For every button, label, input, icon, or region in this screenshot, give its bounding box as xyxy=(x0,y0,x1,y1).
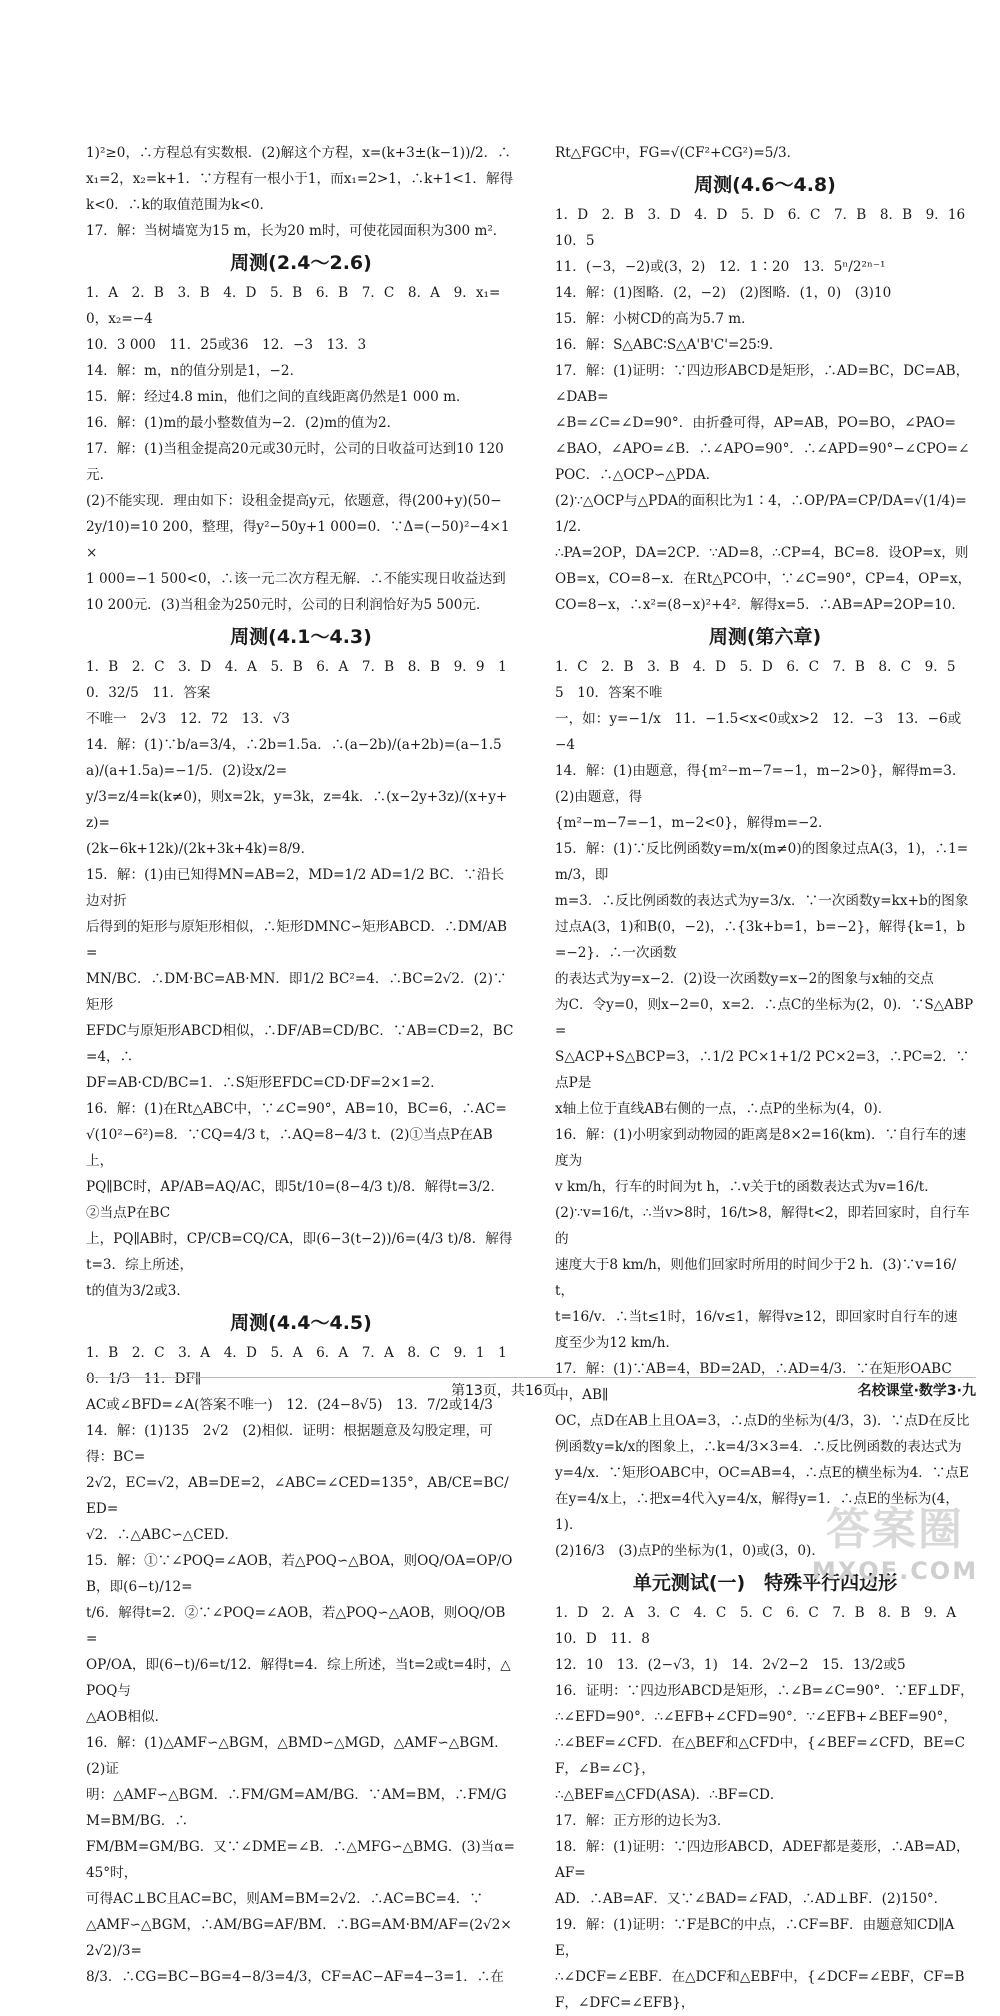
answer-line: 1．C 2．B 3．B 4．D 5．D 6．C 7．B 8．C 9．5 5 10．答案不唯 xyxy=(555,659,970,701)
answer-line: 16．解：S△ABC∶S△A'B'C'=25∶9． xyxy=(555,337,783,353)
answer-line: S△ACP+S△BCP=3，∴1/2 PC×1+1/2 PC×2=3，∴PC=2．∵点P是 xyxy=(555,1049,970,1091)
answer-line: 15．解：小树CD的高为5.7 m． xyxy=(555,311,755,327)
answer-line: 后得到的矩形与原矩形相似，∴矩形DMNC∽矩形ABCD．∴DM/AB= xyxy=(86,919,507,961)
page-number: 第13页，共16页 xyxy=(451,1383,557,1399)
answer-line: OC，点D在AB上且OA=3，∴点D的坐标为(4/3，3)．∵点D在反比 xyxy=(555,1413,970,1429)
answer-line: y=4/x．∵矩形OABC中，OC=AB=4，∴点E的横坐标为4．∵点E xyxy=(555,1465,969,1481)
answer-line: 明：△AMF∽△BGM．∴FM/GM=AM/BG．∵AM=BM，∴FM/GM=BM/BG．∴ xyxy=(86,1787,507,1829)
watermark-logo: 答案圈 xyxy=(826,1504,964,1555)
answer-line: ∴PA=2OP，DA=2CP．∵AD=8，∴CP=4，BC=8．设OP=x，则 xyxy=(555,545,969,561)
answer-line: 过点A(3，1)和B(0，−2)，∴{3k+b=1，b=−2}，解得{k=1，b=−2}．∴一次函数 xyxy=(555,919,966,961)
answer-line: 17．解：(1)∵AB=4，BD=2AD，∴AD=4/3．∵在矩形OABC中，AB∥ xyxy=(555,1361,952,1403)
answer-line: 17．解：正方形的边长为3． xyxy=(555,1813,731,1829)
answer-line: 19．解：(1)证明：∵F是BC的中点，∴CF=BF．由题意知CD∥AE， xyxy=(555,1917,955,1959)
answer-line: √(10²−6²)=8．∵CQ=4/3 t，∴AQ=8−4/3 t．(2)①当点P在AB上， xyxy=(86,1127,493,1169)
section-heading: 周测(第六章) xyxy=(708,626,822,648)
answer-line: 2y/10)=10 200，整理，得y²−50y+1 000=0．∵Δ=(−50)²−4×1× xyxy=(86,519,510,561)
answer-line: 14．解：(1)∵b/a=3/4，∴2b=1.5a．∴(a−2b)/(a+2b)=(a−1.5a)/(a+1.5a)=−1/5．(2)设x/2= xyxy=(86,737,502,779)
answer-line: (2)∵v=16/t，∴当v>8时，16/t>8，解得t<2，即若回家时，自行车的 xyxy=(555,1205,970,1247)
answer-line: 上，PQ∥AB时，CP/CB=CQ/CA，即(6−3(t−2))/6=(4/3 t)/8．解得t=3．综上所述， xyxy=(86,1231,513,1273)
answer-line: 15．解：(1)由已知得MN=AB=2，MD=1/2 AD=1/2 BC．∵沿长边对折 xyxy=(86,867,505,909)
answer-line: {m²−m−7=−1，m−2<0}，解得m=−2． xyxy=(555,815,832,831)
answer-line: 1．D 2．B 3．D 4．D 5．D 6．C 7．B 8．B 9．16 10．5 xyxy=(555,207,979,249)
answer-line: 16．解：(1)△AMF∽△BGM，△BMD∽△MGD，△AMF∽△BGM．(2)证 xyxy=(86,1735,508,1777)
answer-line: v km/h，行车的时间为t h，∴v关于t的函数表达式为v=16/t． xyxy=(555,1179,938,1195)
book-series-label: 名校课堂·数学3·九 xyxy=(857,1383,976,1399)
answer-line: (2)不能实现．理由如下：设租金提高y元，依题意，得(200+y)(50− xyxy=(86,493,502,509)
section-heading: 周测(2.4～2.6) xyxy=(230,252,372,274)
answer-line: t的值为3/2或3． xyxy=(86,1283,190,1299)
answer-line: 1．B 2．C 3．A 4．D 5．A 6．A 7．A 8．C 9．1 10．1/3 11．DF∥ xyxy=(86,1345,507,1387)
answer-line: 不唯一 2√3 12．72 13．√3 xyxy=(86,711,290,727)
answer-line: 可得AC⊥BC且AC=BC，则AM=BM=2√2．∴AC=BC=4．∵ xyxy=(86,1891,483,1907)
page-footer xyxy=(86,1377,976,1404)
answer-line: t/6．解得t=2．②∵∠POQ=∠AOB，若△POQ∽△AOB，则OQ/OB= xyxy=(86,1605,506,1647)
answer-line: 度至少为12 km/h． xyxy=(555,1335,680,1351)
answer-line: 15．解：①∵∠POQ=∠AOB，若△POQ∽△BOA，则OQ/OA=OP/OB，即(6−t)/12= xyxy=(86,1553,513,1595)
answer-line: m=3．∴反比例函数的表达式为y=3/x．∵一次函数y=kx+b的图象 xyxy=(555,893,969,909)
answer-line: OB=x，CO=8−x．在Rt△PCO中，∵∠C=90°，CP=4，OP=x， xyxy=(555,571,972,587)
answer-line: 12．10 13．(2−√3，1) 14．2√2−2 15．13/2或5 xyxy=(555,1657,906,1673)
answer-line: 2√2，EC=√2，AB=DE=2，∠ABC=∠CED=135°，AB/CE=BC/ED= xyxy=(86,1475,509,1517)
section-heading: 周测(4.4～4.5) xyxy=(230,1312,372,1334)
answer-line: √2．∴△ABC∽△CED． xyxy=(86,1527,239,1543)
answer-line: AD．∴AB=AF．又∵∠BAD=∠FAD，∴AD⊥BF．(2)150°． xyxy=(555,1891,948,1907)
answer-line: 18．解：(1)证明：∵四边形ABCD，ADEF都是菱形，∴AB=AD，AF= xyxy=(555,1839,970,1881)
answer-line: PQ∥BC时，AP/AB=AQ/AC，即5t/10=(8−4/3 t)/8．解得t=3/2．②当点P在BC xyxy=(86,1179,505,1221)
answer-line: 16．证明：∵四边形ABCD是矩形，∴∠B=∠C=90°．∵EF⊥DF， xyxy=(555,1683,974,1699)
answer-line: x轴上位于直线AB右侧的一点，∴点P的坐标为(4，0)． xyxy=(555,1101,892,1117)
answer-line: 8/3．∴CG=BC−BG=4−8/3=4/3，CF=AC−AF=4−3=1．∴在 xyxy=(86,1969,504,1985)
answer-line: 15．解：经过4.8 min，他们之间的直线距离仍然是1 000 m． xyxy=(86,389,470,405)
answer-line: 例函数y=k/x的图象上，∴k=4/3×3=4．∴反比例函数的表达式为 xyxy=(555,1439,962,1455)
answer-line: x₁=2，x₂=k+1．∵方程有一根小于1，而x₁=2>1，∴k+1<1．解得 xyxy=(86,171,514,187)
answer-line: 15．解：(1)∵反比例函数y=m/x(m≠0)的图象过点A(3，1)，∴1=m/3，即 xyxy=(555,841,969,883)
answer-line: 17．解：当树墙宽为15 m，长为20 m时，可使花园面积为300 m²． xyxy=(86,223,507,239)
answer-line: 1)²≥0，∴方程总有实数根．(2)解这个方程，x=(k+3±(k−1))/2．∴ xyxy=(86,145,511,161)
answer-line: t=16/v．∴当t≤1时，16/v≤1，解得v≥12，即回家时自行车的速 xyxy=(555,1309,958,1325)
answer-line: k<0．∴k的取值范围为k<0． xyxy=(86,197,274,213)
answer-line: △AOB相似． xyxy=(86,1709,169,1725)
answer-line: 14．解：m，n的值分别是1，−2． xyxy=(86,363,304,379)
watermark xyxy=(800,1495,990,1595)
answer-line: DF=AB·CD/BC=1．∴S矩形EFDC=CD·DF=2×1=2． xyxy=(86,1075,444,1091)
answer-line: ∴∠DCF=∠EBF．在△DCF和△EBF中，{∠DCF=∠EBF，CF=BF，∠DFC=∠EFB}， xyxy=(555,1969,965,2011)
section-heading: 单元测试(一) 特殊平行四边形 xyxy=(632,1572,898,1594)
answer-line: (2k−6k+12k)/(2k+3k+4k)=8/9． xyxy=(86,841,315,857)
answer-line: ∴∠BEF=∠CFD．在△BEF和△CFD中，{∠BEF=∠CFD，BE=CF，∠B=∠C}， xyxy=(555,1735,966,1777)
answer-line: 1．A 2．B 3．B 4．D 5．B 6．B 7．C 8．A 9．x₁=0，x₂=−4 xyxy=(86,285,501,327)
answer-line: 14．解：(1)135 2√2 (2)相似．证明：根据题意及勾股定理，可得：BC= xyxy=(86,1423,493,1465)
answer-line: 14．解：(1)由题意，得{m²−m−7=−1，m−2>0}，解得m=3．(2)由题意，得 xyxy=(555,763,966,805)
answer-line: FM/BM=GM/BG．又∵∠DME=∠B．∴△MFG∽△BMG．(3)当α=45°时， xyxy=(86,1839,515,1881)
answer-line: OP/OA，即(6−t)/6=t/12．解得t=4．综上所述，当t=2或t=4时，△POQ与 xyxy=(86,1657,511,1699)
answer-line: ∴∠EFD=90°．∴∠EFB+∠CFD=90°．∵∠EFB+∠BEF=90°， xyxy=(555,1709,957,1725)
answer-line: (2)∵△OCP与△PDA的面积比为1∶4，∴OP/PA=CP/DA=√(1/4)=1/2． xyxy=(555,493,967,535)
answer-line: 速度大于8 km/h，则他们回家时所用的时间少于2 h．(3)∵v=16/t， xyxy=(555,1257,957,1299)
section-heading: 周测(4.1～4.3) xyxy=(230,626,372,648)
answer-line: 16．解：(1)在Rt△ABC中，∵∠C=90°，AB=10，BC=6，∴AC= xyxy=(86,1101,507,1117)
answer-line: CO=8−x，∴x²=(8−x)²+4²．解得x=5．∴AB=AP=2OP=10． xyxy=(555,597,966,613)
answer-line: 16．解：(1)m的最小整数值为−2．(2)m的值为2． xyxy=(86,415,401,431)
answer-line: (2)16/3 (3)点P的坐标为(1，0)或(3，0)． xyxy=(555,1543,825,1559)
answer-line: ∠BAO，∠APO=∠B．∴∠APO=90°．∴∠APD=90°−∠CPO=∠POC．∴△OCP∽△PDA． xyxy=(555,441,970,483)
answer-line: 1．D 2．A 3．C 4．C 5．C 6．C 7．B 8．B 9．A 10．D 11．8 xyxy=(555,1605,970,1647)
answer-line: 1．B 2．C 3．D 4．A 5．B 6．A 7．B 8．B 9．9 10．32/5 11．答案 xyxy=(86,659,507,701)
answer-column-left xyxy=(86,140,516,1990)
watermark-url: MXQE.COM xyxy=(811,1557,979,1585)
answer-line: y/3=z/4=k(k≠0)，则x=2k，y=3k，z=4k．∴(x−2y+3z)/(x+y+z)= xyxy=(86,789,508,831)
answer-line: 10 200元．(3)当租金为250元时，公司的日利润恰好为5 500元． xyxy=(86,597,490,613)
answer-line: Rt△FGC中，FG=√(CF²+CG²)=5/3． xyxy=(555,145,801,161)
answer-line: 1 000=−1 500<0，∴该一元二次方程无解．∴不能实现日收益达到 xyxy=(86,571,506,587)
answer-line: ∠B=∠C=∠D=90°．由折叠可得，AP=AB，PO=BO，∠PAO= xyxy=(555,415,956,431)
answer-line: EFDC与原矩形ABCD相似，∴DF/AB=CD/BC．∵AB=CD=2，BC=4，∴ xyxy=(86,1023,514,1065)
answer-line: ∴△BEF≌△CFD(ASA)．∴BF=CD． xyxy=(555,1787,784,1803)
answer-line: 10．3 000 11．25或36 12．−3 13．3 xyxy=(86,337,367,353)
answer-line: 16．解：(1)小明家到动物园的距离是8×2=16(km)．∵自行车的速度为 xyxy=(555,1127,967,1169)
answer-line: AC或∠BFD=∠A(答案不唯一) 12．(24−8√5) 13．7/2或14/3 xyxy=(86,1397,493,1413)
answer-line: 17．解：(1)当租金提高20元或30元时，公司的日收益可达到10 120元． xyxy=(86,441,504,483)
answer-line: 11．(−3，−2)或(3，2) 12．1∶20 13．5ⁿ/2²ⁿ⁻¹ xyxy=(555,259,886,275)
answer-line: MN/BC．∴DM·BC=AB·MN．即1/2 BC²=4．∴BC=2√2．(2)∵矩形 xyxy=(86,971,507,1013)
answer-line: 14．解：(1)图略．(2，−2) (2)图略．(1，0) (3)10 xyxy=(555,285,892,301)
answer-line: 17．解：(1)证明：∵四边形ABCD是矩形，∴AD=BC，DC=AB，∠DAB= xyxy=(555,363,970,405)
answer-line: △AMF∽△BGM，∴AM/BG=AF/BM．∴BG=AM·BM/AF=(2√2×2√2)/3= xyxy=(86,1917,512,1959)
answer-line: 为C．令y=0，则x−2=0，x=2．∴点C的坐标为(2，0)．∵S△ABP= xyxy=(555,997,974,1039)
answer-line: 的表达式为y=x−2．(2)设一次函数y=x−2的图象与x轴的交点 xyxy=(555,971,934,987)
answer-line: 在y=4/x上，∴把x=4代入y=4/x，解得y=1．∴点E的坐标为(4，1)． xyxy=(555,1491,959,1533)
section-heading: 周测(4.6～4.8) xyxy=(694,174,836,196)
answer-line: 一，如：y=−1/x 11．−1.5<x<0或x>2 12．−3 13．−6或−4 xyxy=(555,711,962,753)
answer-column-right xyxy=(555,140,979,2016)
